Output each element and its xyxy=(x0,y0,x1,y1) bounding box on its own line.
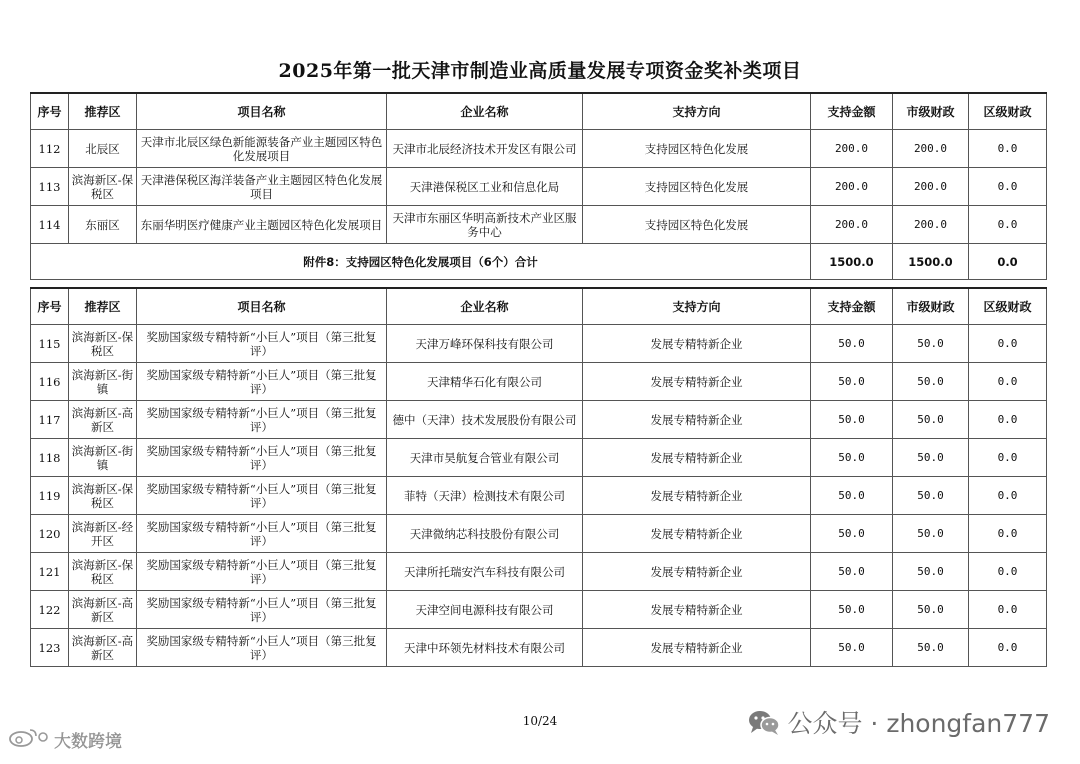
column-header: 项目名称 xyxy=(137,93,387,130)
support-direction: 发展专精特新企业 xyxy=(583,591,811,629)
support-amount: 50.0 xyxy=(811,553,893,591)
column-header: 支持方向 xyxy=(583,288,811,325)
project-name: 奖励国家级专精特新“小巨人”项目（第三批复评） xyxy=(137,477,387,515)
support-amount: 50.0 xyxy=(811,629,893,667)
support-direction: 发展专精特新企业 xyxy=(583,439,811,477)
watermark-weibo-text: 大数跨境 xyxy=(54,732,122,752)
support-amount: 50.0 xyxy=(811,439,893,477)
table-row xyxy=(31,168,1047,206)
total-label: 附件8：支持园区特色化发展项目（6个）合计 xyxy=(31,244,811,280)
support-direction: 发展专精特新企业 xyxy=(583,363,811,401)
project-name: 天津港保税区海洋装备产业主题园区特色化发展项目 xyxy=(137,168,387,206)
district-fund: 0.0 xyxy=(969,629,1047,667)
column-header: 推荐区 xyxy=(69,93,137,130)
project-name: 奖励国家级专精特新“小巨人”项目（第三批复评） xyxy=(137,325,387,363)
column-header: 企业名称 xyxy=(387,288,583,325)
company-name: 天津空间电源科技有限公司 xyxy=(387,591,583,629)
support-amount: 200.0 xyxy=(811,168,893,206)
recommending-district: 滨海新区-高新区 xyxy=(69,591,137,629)
page-title: 2025年第一批天津市制造业高质量发展专项资金奖补类项目 xyxy=(278,60,802,82)
support-amount: 50.0 xyxy=(811,477,893,515)
table-section-2 xyxy=(30,287,1047,667)
table-row xyxy=(31,363,1047,401)
project-name: 奖励国家级专精特新“小巨人”项目（第三批复评） xyxy=(137,363,387,401)
company-name: 天津港保税区工业和信息化局 xyxy=(387,168,583,206)
weibo-icon xyxy=(8,726,50,753)
support-direction: 发展专精特新企业 xyxy=(583,515,811,553)
recommending-district: 滨海新区-保税区 xyxy=(69,553,137,591)
city-fund: 50.0 xyxy=(893,325,969,363)
table-header-row xyxy=(31,93,1047,130)
support-amount: 50.0 xyxy=(811,401,893,439)
row-number: 122 xyxy=(31,591,69,629)
support-direction: 发展专精特新企业 xyxy=(583,401,811,439)
row-number: 120 xyxy=(31,515,69,553)
company-name: 天津精华石化有限公司 xyxy=(387,363,583,401)
project-name: 奖励国家级专精特新“小巨人”项目（第三批复评） xyxy=(137,591,387,629)
table-header-row xyxy=(31,288,1047,325)
total-row xyxy=(31,244,1047,280)
column-header: 序号 xyxy=(31,288,69,325)
row-number: 113 xyxy=(31,168,69,206)
row-number: 118 xyxy=(31,439,69,477)
project-name: 奖励国家级专精特新“小巨人”项目（第三批复评） xyxy=(137,401,387,439)
column-header: 支持金额 xyxy=(811,288,893,325)
total-district-fund: 0.0 xyxy=(969,244,1047,280)
column-header: 推荐区 xyxy=(69,288,137,325)
district-fund: 0.0 xyxy=(969,477,1047,515)
project-name: 奖励国家级专精特新“小巨人”项目（第三批复评） xyxy=(137,439,387,477)
support-amount: 50.0 xyxy=(811,515,893,553)
city-fund: 50.0 xyxy=(893,363,969,401)
city-fund: 200.0 xyxy=(893,168,969,206)
row-number: 117 xyxy=(31,401,69,439)
support-direction: 发展专精特新企业 xyxy=(583,629,811,667)
column-header: 区级财政 xyxy=(969,288,1047,325)
row-number: 116 xyxy=(31,363,69,401)
support-amount: 50.0 xyxy=(811,591,893,629)
table-row xyxy=(31,515,1047,553)
district-fund: 0.0 xyxy=(969,363,1047,401)
table-section-1 xyxy=(30,92,1047,280)
recommending-district: 滨海新区-高新区 xyxy=(69,629,137,667)
support-direction: 发展专精特新企业 xyxy=(583,325,811,363)
city-fund: 50.0 xyxy=(893,553,969,591)
table-row xyxy=(31,401,1047,439)
city-fund: 50.0 xyxy=(893,439,969,477)
row-number: 115 xyxy=(31,325,69,363)
column-header: 区级财政 xyxy=(969,93,1047,130)
support-amount: 50.0 xyxy=(811,363,893,401)
company-name: 天津所托瑞安汽车科技有限公司 xyxy=(387,553,583,591)
table-row xyxy=(31,206,1047,244)
project-name: 奖励国家级专精特新“小巨人”项目（第三批复评） xyxy=(137,629,387,667)
recommending-district: 滨海新区-高新区 xyxy=(69,401,137,439)
column-header: 市级财政 xyxy=(893,288,969,325)
city-fund: 50.0 xyxy=(893,401,969,439)
company-name: 天津市东丽区华明高新技术产业区服务中心 xyxy=(387,206,583,244)
total-amount: 1500.0 xyxy=(811,244,893,280)
city-fund: 50.0 xyxy=(893,515,969,553)
company-name: 天津市昊航复合管业有限公司 xyxy=(387,439,583,477)
city-fund: 50.0 xyxy=(893,629,969,667)
city-fund: 50.0 xyxy=(893,477,969,515)
project-name: 奖励国家级专精特新“小巨人”项目（第三批复评） xyxy=(137,553,387,591)
company-name: 菲特（天津）检测技术有限公司 xyxy=(387,477,583,515)
support-direction: 发展专精特新企业 xyxy=(583,477,811,515)
support-amount: 200.0 xyxy=(811,206,893,244)
recommending-district: 滨海新区-经开区 xyxy=(69,515,137,553)
support-amount: 200.0 xyxy=(811,130,893,168)
page-number: 10/24 xyxy=(522,714,558,728)
recommending-district: 北辰区 xyxy=(69,130,137,168)
recommending-district: 滨海新区-保税区 xyxy=(69,168,137,206)
column-header: 市级财政 xyxy=(893,93,969,130)
district-fund: 0.0 xyxy=(969,515,1047,553)
watermark-weibo xyxy=(8,726,122,753)
table-row xyxy=(31,591,1047,629)
watermark-wechat-text: 公众号 · zhongfan777 xyxy=(787,709,1050,738)
recommending-district: 滨海新区-街镇 xyxy=(69,439,137,477)
watermark-wechat xyxy=(747,704,1050,740)
company-name: 天津万峰环保科技有限公司 xyxy=(387,325,583,363)
district-fund: 0.0 xyxy=(969,168,1047,206)
recommending-district: 滨海新区-街镇 xyxy=(69,363,137,401)
district-fund: 0.0 xyxy=(969,325,1047,363)
column-header: 项目名称 xyxy=(137,288,387,325)
district-fund: 0.0 xyxy=(969,553,1047,591)
district-fund: 0.0 xyxy=(969,401,1047,439)
column-header: 支持方向 xyxy=(583,93,811,130)
recommending-district: 滨海新区-保税区 xyxy=(69,477,137,515)
table-row xyxy=(31,629,1047,667)
column-header: 支持金额 xyxy=(811,93,893,130)
row-number: 123 xyxy=(31,629,69,667)
total-city-fund: 1500.0 xyxy=(893,244,969,280)
company-name: 天津微纳芯科技股份有限公司 xyxy=(387,515,583,553)
project-name: 奖励国家级专精特新“小巨人”项目（第三批复评） xyxy=(137,515,387,553)
recommending-district: 东丽区 xyxy=(69,206,137,244)
row-number: 119 xyxy=(31,477,69,515)
district-fund: 0.0 xyxy=(969,439,1047,477)
district-fund: 0.0 xyxy=(969,130,1047,168)
city-fund: 50.0 xyxy=(893,591,969,629)
project-name: 天津市北辰区绿色新能源装备产业主题园区特色化发展项目 xyxy=(137,130,387,168)
table-row xyxy=(31,439,1047,477)
recommending-district: 滨海新区-保税区 xyxy=(69,325,137,363)
city-fund: 200.0 xyxy=(893,130,969,168)
row-number: 112 xyxy=(31,130,69,168)
row-number: 114 xyxy=(31,206,69,244)
district-fund: 0.0 xyxy=(969,206,1047,244)
company-name: 天津市北辰经济技术开发区有限公司 xyxy=(387,130,583,168)
support-direction: 支持园区特色化发展 xyxy=(583,206,811,244)
wechat-icon xyxy=(747,708,781,736)
city-fund: 200.0 xyxy=(893,206,969,244)
support-amount: 50.0 xyxy=(811,325,893,363)
company-name: 德中（天津）技术发展股份有限公司 xyxy=(387,401,583,439)
support-direction: 发展专精特新企业 xyxy=(583,553,811,591)
column-header: 企业名称 xyxy=(387,93,583,130)
company-name: 天津中环领先材料技术有限公司 xyxy=(387,629,583,667)
table-row xyxy=(31,130,1047,168)
table-row xyxy=(31,553,1047,591)
project-name: 东丽华明医疗健康产业主题园区特色化发展项目 xyxy=(137,206,387,244)
support-direction: 支持园区特色化发展 xyxy=(583,168,811,206)
district-fund: 0.0 xyxy=(969,591,1047,629)
row-number: 121 xyxy=(31,553,69,591)
column-header: 序号 xyxy=(31,93,69,130)
table-row xyxy=(31,477,1047,515)
support-direction: 支持园区特色化发展 xyxy=(583,130,811,168)
table-row xyxy=(31,325,1047,363)
